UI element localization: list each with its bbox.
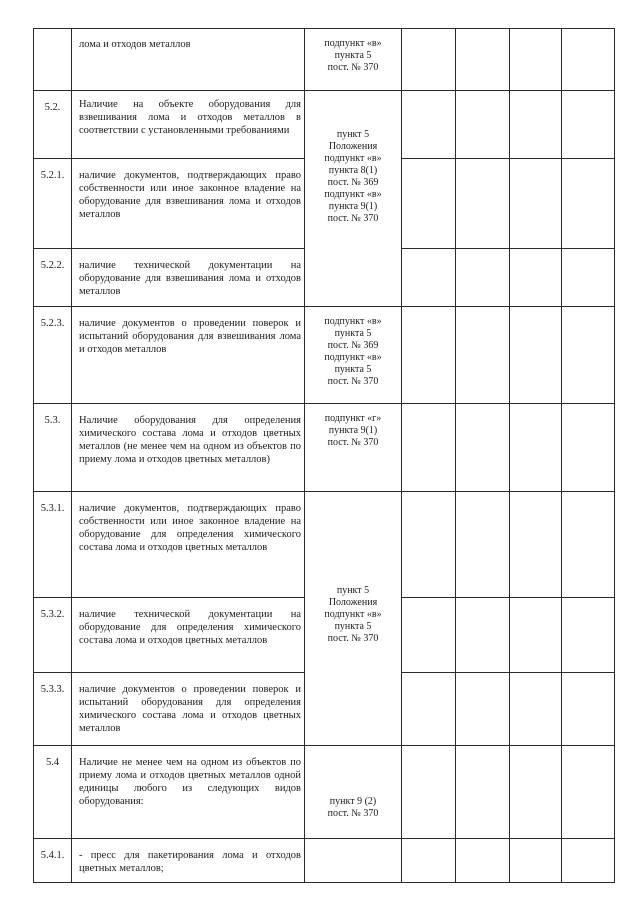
row-number: 5.4.1. [34, 839, 72, 883]
ref-line: подпункт «в» [324, 316, 382, 327]
empty-cell [402, 249, 456, 307]
empty-cell [456, 249, 510, 307]
ref-line: подпункт «в» [324, 38, 382, 49]
row-text: Наличие оборудования для определения химического состава лома и отходов цветных металлов (не менее чем на одном из объектов по приему лома и отходов цветных металлов) [72, 404, 305, 492]
empty-cell [456, 839, 510, 883]
ref-line: подпункт «в» [324, 189, 382, 200]
table-row [34, 91, 615, 159]
empty-cell [562, 598, 615, 673]
row-text: наличие документов, подтверждающих право собственности или иное законное владение на оборудование для определения химического состава лома и отходов цветных металлов [72, 492, 305, 598]
row-text: - пресс для пакетирования лома и отходов цветных металлов; [72, 839, 305, 883]
row-number: 5.4 [34, 746, 72, 839]
ref-line: пункта 5 [334, 621, 372, 632]
legal-reference [305, 492, 402, 746]
row-number: 5.3.1. [34, 492, 72, 598]
legal-reference [305, 29, 402, 91]
empty-cell [456, 29, 510, 91]
empty-cell [456, 159, 510, 249]
empty-cell [456, 307, 510, 404]
empty-cell [562, 249, 615, 307]
empty-cell [510, 249, 562, 307]
ref-line: подпункт «в» [324, 352, 382, 363]
ref-line: пункта 5 [334, 364, 372, 375]
empty-cell [510, 307, 562, 404]
empty-cell [562, 492, 615, 598]
empty-cell [562, 159, 615, 249]
ref-line: пункта 9(1) [328, 201, 378, 212]
empty-cell [510, 673, 562, 746]
empty-cell [510, 598, 562, 673]
ref-line: пункт 5 [336, 585, 370, 596]
table-row [34, 29, 615, 91]
table-row [34, 492, 615, 598]
empty-cell [562, 404, 615, 492]
empty-cell [562, 307, 615, 404]
empty-cell [402, 91, 456, 159]
empty-cell [456, 91, 510, 159]
empty-cell [402, 598, 456, 673]
row-text: наличие документов о проведении поверок и испытаний оборудования для взвешивания лома и отходов металлов [72, 307, 305, 404]
empty-cell [456, 746, 510, 839]
ref-line: пост. № 369 [327, 177, 379, 188]
row-text: наличие технической документации на оборудование для взвешивания лома и отходов металлов [72, 249, 305, 307]
empty-cell [510, 404, 562, 492]
ref-line: пункт 9 (2) [329, 796, 377, 807]
ref-line: пункта 5 [334, 50, 372, 61]
empty-cell [510, 839, 562, 883]
empty-cell [305, 839, 402, 883]
empty-cell [510, 159, 562, 249]
empty-cell [510, 492, 562, 598]
ref-line: пункта 5 [334, 328, 372, 339]
empty-cell [402, 404, 456, 492]
empty-cell [562, 29, 615, 91]
ref-line: пост. № 369 [327, 340, 379, 351]
empty-cell [402, 839, 456, 883]
ref-line: Положения [328, 141, 378, 152]
ref-line: Положения [328, 597, 378, 608]
row-text: лома и отходов металлов [72, 29, 305, 91]
row-text: Наличие на объекте оборудования для взвешивания лома и отходов металлов в соответствии с установленными требованиями [72, 91, 305, 159]
empty-cell [456, 492, 510, 598]
ref-line: подпункт «в» [324, 609, 382, 620]
ref-line: пост. № 370 [327, 213, 379, 224]
row-text: наличие документов о проведении поверок и испытаний оборудования для определения химического состава лома и отходов цветных металлов [72, 673, 305, 746]
row-text: наличие документов, подтверждающих право собственности или иное законное владение на оборудование для взвешивания лома и отходов металлов [72, 159, 305, 249]
empty-cell [402, 159, 456, 249]
empty-cell [562, 839, 615, 883]
ref-line: пост. № 370 [327, 633, 379, 644]
legal-reference [305, 746, 402, 839]
empty-cell [456, 598, 510, 673]
ref-line: пост. № 370 [327, 808, 379, 819]
requirements-table [33, 28, 615, 883]
ref-line: подпункт «г» [324, 413, 382, 424]
empty-cell [510, 29, 562, 91]
empty-cell [456, 673, 510, 746]
row-text: наличие технической документации на оборудование для определения химического состава лома и отходов цветных металлов [72, 598, 305, 673]
empty-cell [402, 492, 456, 598]
row-number [34, 29, 72, 91]
ref-line: пункта 9(1) [328, 425, 378, 436]
empty-cell [402, 673, 456, 746]
row-number: 5.2.3. [34, 307, 72, 404]
table-row [34, 839, 615, 883]
row-number: 5.2.2. [34, 249, 72, 307]
ref-line: пост. № 370 [327, 376, 379, 387]
empty-cell [562, 746, 615, 839]
legal-reference [305, 307, 402, 404]
row-number: 5.3.3. [34, 673, 72, 746]
row-number: 5.3.2. [34, 598, 72, 673]
ref-line: пункт 5 [336, 129, 370, 140]
ref-line: подпункт «в» [324, 153, 382, 164]
ref-line: пункта 8(1) [328, 165, 378, 176]
row-text: Наличие не менее чем на одном из объектов по приему лома и отходов цветных металлов одной единицы любого из следующих видов оборудования: [72, 746, 305, 839]
empty-cell [562, 91, 615, 159]
row-number: 5.2. [34, 91, 72, 159]
row-number: 5.3. [34, 404, 72, 492]
ref-line: пост. № 370 [327, 437, 379, 448]
legal-reference [305, 404, 402, 492]
empty-cell [510, 746, 562, 839]
empty-cell [402, 29, 456, 91]
table-row [34, 404, 615, 492]
empty-cell [456, 404, 510, 492]
empty-cell [562, 673, 615, 746]
empty-cell [402, 307, 456, 404]
row-number: 5.2.1. [34, 159, 72, 249]
empty-cell [402, 746, 456, 839]
empty-cell [510, 91, 562, 159]
legal-reference [305, 91, 402, 307]
table-row [34, 746, 615, 839]
ref-line: пост. № 370 [327, 62, 379, 73]
table-row [34, 307, 615, 404]
